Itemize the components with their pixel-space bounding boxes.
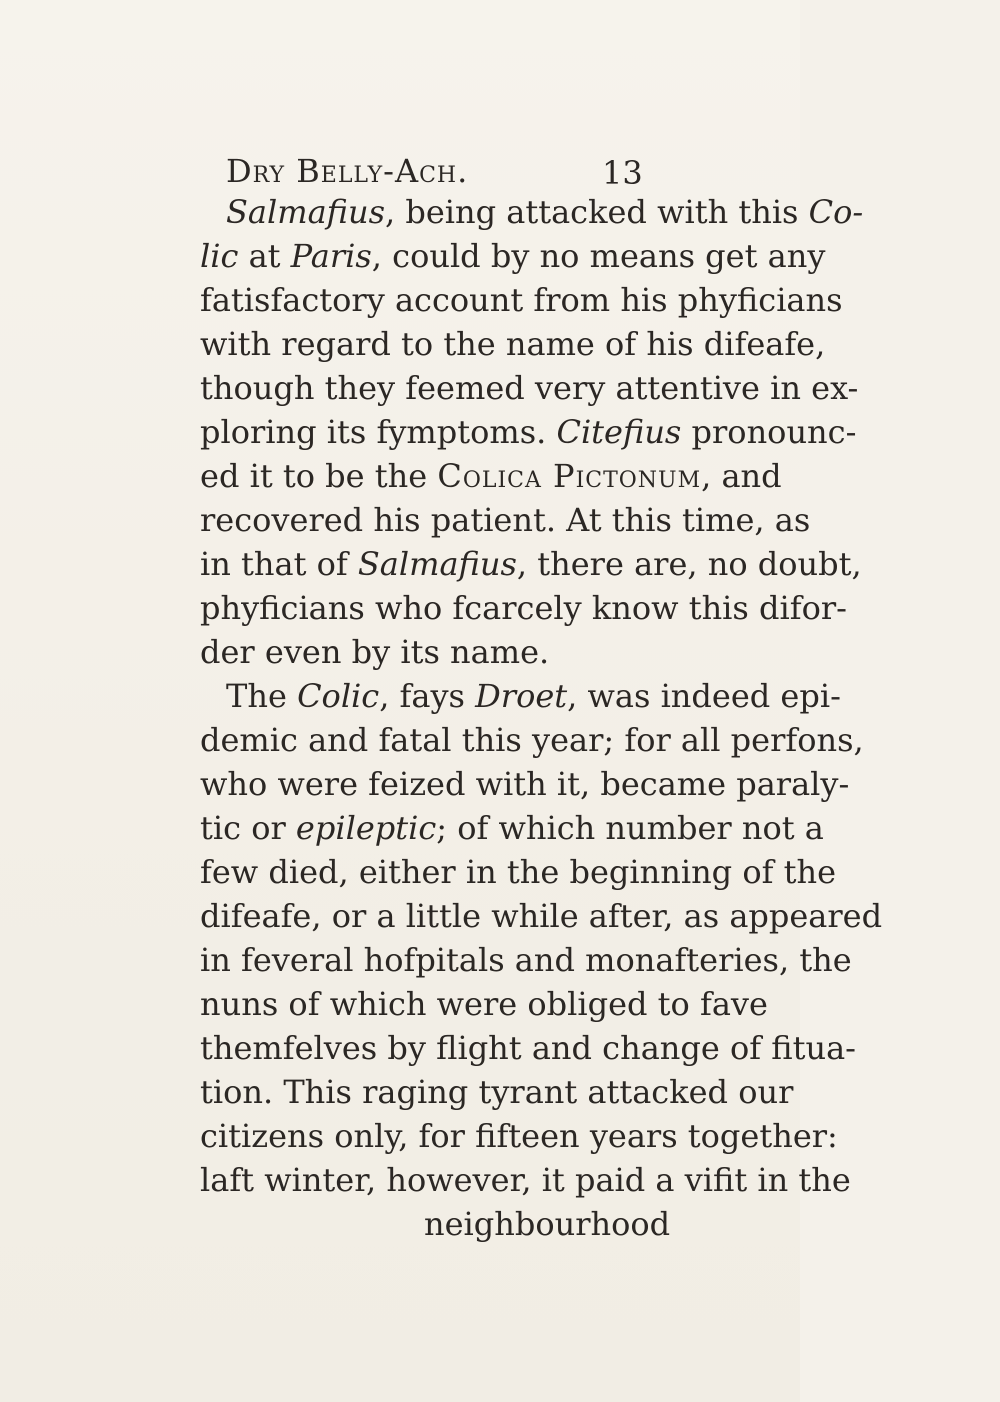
text-line <box>200 454 782 498</box>
running-head <box>226 152 468 190</box>
text-line: der even by its name. <box>200 633 550 671</box>
text-line: nuns of which were obliged to fave <box>200 985 768 1023</box>
text-run: , fays <box>379 677 476 715</box>
text-line: though they feemed very attentive in ex- <box>200 369 859 407</box>
text-run: , and <box>701 457 782 495</box>
text-line: phyficians who fcarcely know this difor- <box>200 589 847 627</box>
text-line: tion. This raging tyrant attacked our <box>200 1073 794 1111</box>
italic-word: epileptic <box>295 809 437 847</box>
page-number: 13 <box>602 154 643 192</box>
text-run: , there are, no doubt, <box>516 545 862 583</box>
text-line: who were feized with it, became paraly- <box>200 765 850 803</box>
catchword: neighbourhood <box>424 1205 671 1243</box>
text-line <box>200 234 826 278</box>
text-line <box>200 542 862 586</box>
text-run: at <box>238 237 291 275</box>
text-line <box>200 410 857 454</box>
running-head-text: Dry Belly-Ach. <box>226 152 469 190</box>
italic-word: Colic <box>297 677 380 715</box>
small-caps-term: Colica Pictonum <box>437 457 702 495</box>
italic-name: Salmafius <box>226 193 386 231</box>
text-run: ed it to be the <box>200 457 438 495</box>
text-line: demic and fatal this year; for all perfons, <box>200 721 864 759</box>
text-run: ploring its fymptoms. <box>200 413 557 451</box>
text-run: The <box>226 677 298 715</box>
text-run: in that of <box>200 545 358 583</box>
text-run: , was indeed epi- <box>567 677 841 715</box>
italic-name: Citefius <box>556 413 682 451</box>
text-line: few died, either in the beginning of the <box>200 853 837 891</box>
text-run: tic or <box>200 809 296 847</box>
text-line: recovered his patient. At this time, as <box>200 501 811 539</box>
text-line: difeafe, or a little while after, as appeared <box>200 897 883 935</box>
text-line <box>226 190 864 234</box>
body-text <box>0 190 883 1290</box>
text-line: laft winter, however, it paid a vifit in the <box>200 1161 851 1199</box>
text-run: ; of which number not a <box>436 809 824 847</box>
text-run: pronounc- <box>681 413 857 451</box>
text-line: fatisfactory account from his phyficians <box>200 281 843 319</box>
italic-word: Co- <box>808 193 864 231</box>
text-line: themfelves by flight and change of fitua- <box>200 1029 856 1067</box>
text-line: with regard to the name of his difeafe, <box>200 325 826 363</box>
italic-name: Salmafius <box>357 545 517 583</box>
text-run: , being attacked with this <box>385 193 809 231</box>
text-line: in feveral hofpitals and monafteries, the <box>200 941 852 979</box>
italic-name: Droet <box>475 677 568 715</box>
text-line: citizens only, for fifteen years together: <box>200 1117 838 1155</box>
italic-word: lic <box>200 237 239 275</box>
text-line <box>200 806 824 850</box>
text-run: , could by no means get any <box>371 237 826 275</box>
italic-place: Paris <box>290 237 372 275</box>
text-line <box>226 674 841 718</box>
